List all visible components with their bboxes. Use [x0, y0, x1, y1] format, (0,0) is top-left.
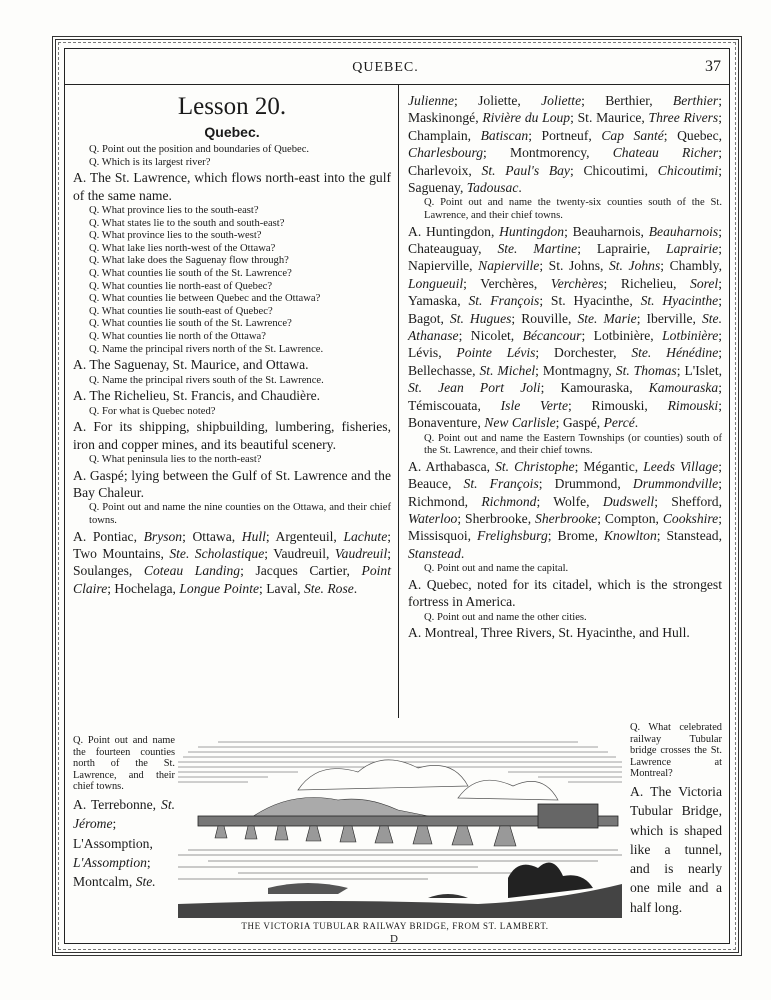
left-question: Q. What counties lie north of the Ottawa? [89, 330, 266, 342]
right-question: Q. Point out and name the twenty-six counties south of the St. Lawrence, and their chief towns. [424, 197, 722, 222]
right-question: Q. Point out and name the capital. [424, 563, 569, 575]
left-question: Q. What states lie to the south and south-east? [89, 217, 285, 229]
left-question: Q. What peninsula lies to the north-east? [89, 453, 262, 465]
header-rule [64, 84, 730, 85]
left-question: Q. Name the principal rivers south of the St. Lawrence. [89, 374, 324, 386]
left-answer: A. The Saguenay, St. Maurice, and Ottawa. [73, 357, 309, 373]
side-right-question: Q. What celebrated railway Tubular bridge crosses the St. Lawrence at Montreal? [630, 722, 722, 780]
left-question: Q. What counties lie south of the St. Lawrence? [89, 267, 292, 279]
side-left-answer: A. Terrebonne, St. Jérome; L'Assomption, L'Assomption; Montcalm, Ste. [73, 796, 175, 890]
right-side-text [630, 722, 722, 917]
left-answer: A. For its shipping, shipbuilding, lumbering, fisheries, iron and copper mines, and its beautiful scenery. [73, 419, 391, 452]
page-number: 37 [705, 58, 721, 75]
side-right-answer: A. The Victoria Tubular Bridge, which is shaped like a tunnel, and is nearly one mile and a half long. [630, 783, 722, 915]
right-answer: A. Huntingdon, Huntingdon; Beauharnois, Beauharnois; Chateauguay, Ste. Martine; Laprairie, Laprairie; Napierville, Napierville; St. Johns, St. Johns; Chambly, Longueuil; Verchères, Verchères; Richelieu, Sorel; Yamaska, St. François; St. Hyacinthe, St. Hyacinthe; Bagot, St. Hugues; Rouville, Ste. Marie; Iberville, Ste. Athanase; Nicolet, Bécancour; Lotbinière, Lotbinière; Lévis, Pointe Lévis; Dorchester, Ste. Hénédine; Bellechasse, St. Michel; Montmagny, St. Thomas; L'Islet, St. Jean Port Joli; Kamouraska, Kamouraska; Témiscouata, Isle Verte; Rimouski, Rimouski; Bonaventure, New Carlisle; Gaspé, Percé. [408, 223, 723, 431]
left-column [73, 92, 391, 598]
left-question: Q. Which is its largest river? [89, 156, 211, 168]
left-question: Q. Point out the position and boundaries of Quebec. [89, 144, 310, 155]
left-answer: A. Pontiac, Bryson; Ottawa, Hull; Argenteuil, Lachute; Two Mountains, Ste. Scholastique; Vaudreuil, Vaudreuil; Soulanges, Coteau Landing; Jacques Cartier, Point Claire; Hochelaga, Longue Pointe; Laval, Ste. Rose. [73, 528, 392, 596]
left-question: Q. What counties lie between Quebec and the Ottawa? [89, 293, 321, 305]
lesson-subtitle: Quebec. [204, 124, 260, 140]
left-question: Q. What province lies to the south-west? [89, 230, 262, 242]
side-left-question: Q. Point out and name the fourteen counties north of the St. Lawrence, and their chief towns. [73, 735, 175, 793]
right-answer: Julienne; Joliette, Joliette; Berthier, Berthier; Maskinongé, Rivière du Loup; St. Maurice, Three Rivers; Champlain, Batiscan; Portneuf, Cap Santé; Quebec, Charlesbourg; Montmorency, Chateau Richer; Charlevoix, St. Paul's Bay; Chicoutimi, Chicoutimi; Saguenay, Tadousac. [408, 93, 723, 196]
running-head: QUEBEC. [352, 60, 419, 75]
left-question: Q. What counties lie south-east of Quebec? [89, 305, 273, 317]
right-question: Q. Point out and name the Eastern Townships (or counties) south of the St. Lawrence, and their chief towns. [424, 432, 722, 457]
right-answer: A. Arthabasca, St. Christophe; Mégantic, Leeds Village; Beauce, St. François; Drummond, Drummondville; Richmond, Richmond; Wolfe, Dudswell; Shefford, Waterloo; Sherbrooke, Sherbrooke; Compton, Cookshire; Missisquoi, Frelighsburg; Brome, Knowlton; Stanstead, Stanstead. [408, 458, 722, 561]
left-answer: A. Gaspé; lying between the Gulf of St. Lawrence and the Bay Chaleur. [73, 467, 391, 500]
left-column-body [73, 144, 391, 597]
left-question: Q. What counties lie south of the St. Lawrence? [89, 318, 292, 330]
left-answer: A. The St. Lawrence, which flows north-east into the gulf of the same name. [73, 170, 391, 203]
signature-mark: D [390, 933, 398, 945]
left-question: Q. Name the principal rivers north of the St. Lawrence. [89, 343, 324, 355]
lesson-title: Lesson 20. [177, 93, 287, 120]
left-question: Q. Point out and name the nine counties on the Ottawa, and their chief towns. [89, 502, 391, 526]
figure-caption: THE VICTORIA TUBULAR RAILWAY BRIDGE, FROM ST. LAMBERT. [241, 921, 549, 931]
left-question: Q. What province lies to the south-east? [89, 205, 259, 216]
bridge-engraving-icon [178, 728, 622, 918]
left-answer: A. The Richelieu, St. Francis, and Chaudière. [73, 388, 321, 404]
left-question: Q. What lake does the Saguenay flow through? [89, 255, 289, 267]
right-question: Q. Point out and name the other cities. [424, 611, 587, 623]
left-question: Q. What lake lies north-west of the Ottawa? [89, 242, 276, 254]
left-question: Q. For what is Quebec noted? [89, 405, 216, 417]
column-divider [398, 84, 399, 718]
left-question: Q. What counties lie north-east of Quebec? [89, 280, 273, 292]
right-answer: A. Montreal, Three Rivers, St. Hyacinthe, and Hull. [408, 625, 690, 641]
right-column-body [408, 92, 722, 642]
left-side-text [73, 735, 175, 891]
right-column [408, 92, 722, 643]
right-answer: A. Quebec, noted for its citadel, which is the strongest fortress in America. [408, 576, 722, 610]
